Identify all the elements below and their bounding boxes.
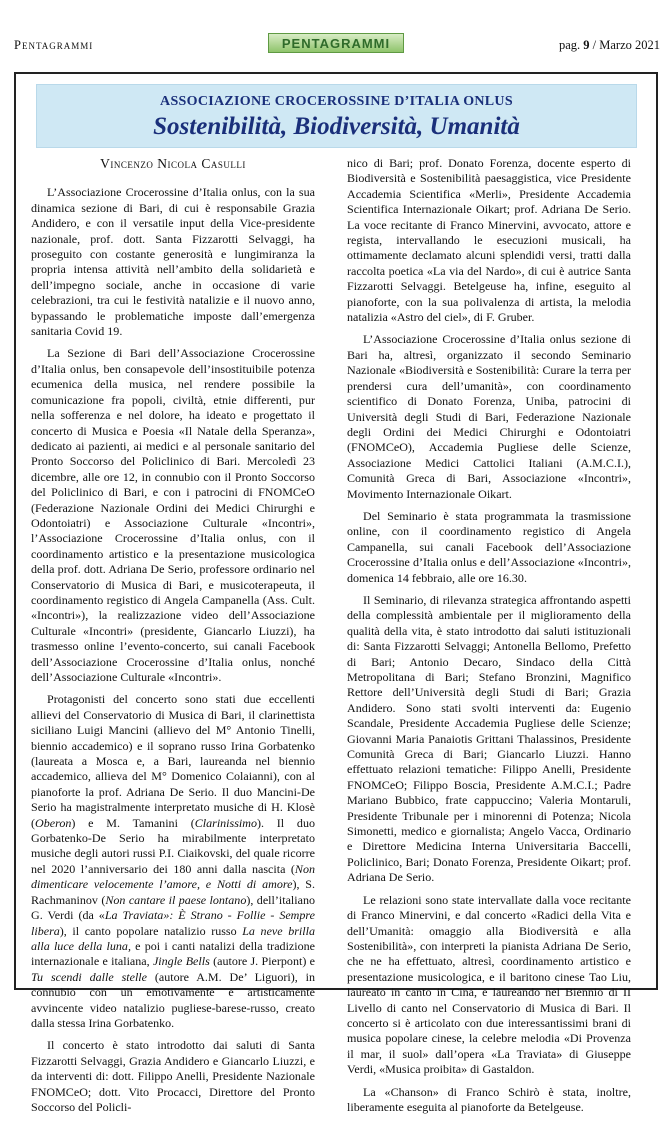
paragraph: nico di Bari; prof. Donato Forenza, docente esperto di Biodiversità e Sostenibilità paesaggistica, vice Presidente Accademia Scientifica «Merli», Presidente Accademia Scientifica Internazionale Oikart; prof. Adriana De Serio. La voce recitante di Franco Minervini, avvocato, attore e regista, intervallando le esecuzioni musicali, ha ottimamente declamato alcuni splendidi versi, tratti dalla raccolta poetica «La via del Nardo», di cui è autrice Santa Fizzarotti Selvaggi. Betelgeuse ha, infine, eseguito al pianoforte, con la sua polivalenza di artista, la melodia natalizia «Astro del ciel», di F. Gruber.	[347, 156, 631, 325]
page-number: 9	[583, 38, 590, 52]
italic-text: La Traviata»: È Strano - Follie - Sempre libera	[31, 908, 315, 938]
article-column-1	[31, 156, 315, 1122]
text-run: (autore A.M. De’ Liguori), in connubio con un emotivamente e artisticamente avvincente video natalizio pugliese-barese-russo, creato dalla stessa Irina Gorbatenko.	[31, 969, 315, 1030]
italic-text: Non cantare il paese lontano	[105, 892, 247, 907]
paragraph: La «Chanson» di Franco Schirò è stata, inoltre, liberamente eseguita al pianoforte da Betelgeuse.	[347, 1084, 631, 1114]
italic-text: Non dimenticare velocemente l’amore, e Notti di amore	[31, 861, 315, 892]
text-run: Protagonisti del concerto sono stati due eccellenti allievi del Conservatorio di Musica di Bari, il clarinettista siciliano Luigi Mancini (allievo del M° Antonio Tinelli, biennio accademico) e il soprano russo Irina Gorbatenko (laureata a Mosca e, a Bari, laureanda nel biennio accademico, allieva del M° Domenico Colaianni), con al pianoforte la prof. Adriana De Serio. Il duo Mancini-De Serio ha magistralmente interpretato musiche di H. Klosè (	[31, 692, 315, 830]
paragraph: Il concerto è stato introdotto dai saluti di Santa Fizzarotti Selvaggi, Grazia Andidero e Giancarlo Liuzzi, e da interventi di: dott. Filippo Anelli, Presidente Nazionale FNOMCeO; dott. Vito Procacci, Direttore del Pronto Soccorso del Policli-	[31, 1038, 315, 1114]
page-info	[559, 38, 660, 53]
italic-text: Jingle Bells	[152, 954, 210, 969]
article-column-2	[347, 156, 631, 1122]
article-author: Vincenzo Nicola Casulli	[100, 156, 246, 171]
publication-logo	[268, 33, 404, 53]
text-run: ) e M. Tamanini (	[71, 815, 195, 830]
issue-date: / Marzo 2021	[592, 38, 660, 52]
logo-text: PENTAGRAMMI	[281, 35, 391, 51]
article-title: Sostenibilità, Biodiversità, Umanità	[153, 113, 520, 140]
page-header	[0, 0, 672, 60]
paragraph: Le relazioni sono state intervallate dalla voce recitante di Franco Minervini, e dal concerto «Radici della Vita e dell’Umanità: omaggio alla Biodiversità e alla Sostenibilità», con interpreti la pianista Adriana De Serio, che ne ha effettuato, altresì, coordinamento artistico e presentazione musicologica, e il baritono cinese Tao Liu, laureato in canto in Cina, e laureando nel Biennio di II Livello di canto nel Conservatorio di Musica di Bari. Il concerto si è articolato con due interessantissimi brani di musica popolare cinese, la celebre melodia «Di Provenza il mar, il suol» dall’opera «La Traviata» di Giuseppe Verdi, «Musica proibita» di Gastaldon.	[347, 892, 631, 1077]
italic-text: La neve brilla alla luce della luna,	[31, 923, 315, 953]
article-kicker: ASSOCIAZIONE CROCEROSSINE D’ITALIA ONLUS	[160, 94, 513, 109]
article-banner	[36, 84, 637, 148]
italic-text: Tu scendi dalle stelle	[31, 969, 147, 984]
publication-name: Pentagrammi	[14, 38, 94, 52]
paragraph: Il Seminario, di rilevanza strategica affrontando aspetti della complessità ambientale per il miglioramento della qualità della vita, è stato introdotto dai saluti istituzionali di: Santa Fizzarotti Selvaggi; Antonella Bellomo, Prefetto di Bari; Antonio Decaro, Sindaco della Città Metropolitana di Bari; Stefano Bronzini, Magnifico Rettore dell’Università degli Studi di Bari; Grazia Andidero. Sono stati svolti interventi da: Eugenio Scandale, Presidente Accademia Pugliese delle Scienze; Giovanni Maria Panaiotis Grittani Thalassinos, Presidente Comunità Greca di Bari; Giancarlo Liuzzi. Hanno effettuato relazioni tematiche: Filippo Anelli, Presidente FNOMCeO; Filippo Boscia, Presidente A.M.C.I.; Padre Mariano Bubbico, frate cappuccino; Valeria Montaruli, Presidente Tribunale per i minorenni di Potenza; Nicola Simonetti, medico e giornalista; Angelo Vacca, Ordinario e Direttore Medicina Interna Universitaria Baccelli, Policlinico, Bari; Donato Forenza, Presidente Oikart; prof. Adriana De Serio.	[347, 592, 631, 885]
paragraph	[31, 692, 315, 1031]
italic-text: Clarinissimo	[194, 815, 257, 830]
paragraph: L’Associazione Crocerossine d’Italia onlus sezione di Bari ha, altresì, organizzato il secondo Seminario Nazionale «Biodiversità e Sostenibilità: Curare la terra per prendersi cura dell’umanità», con coordinamento scientifico di Donato Forenza, Uniba, patrocini di Università degli Studi di Bari, Federazione Nazionale degli Ordini dei Medici Chirurghi e Odontoiatri (FNOMCeO), Accademia Pugliese delle Scienze, Associazione Medici Cattolici Italiani (A.M.C.I.), Comunità Greca di Bari, Associazione «Incontri», Movimento Internazionale Oikart.	[347, 332, 631, 501]
text-run: (autore J. Pierpont) e	[209, 954, 315, 969]
paragraph: Del Seminario è stata programmata la trasmissione online, con il coordinamento registico di Angela Campanella, sui canali Facebook dell’Associazione Crocerossine d’Italia onlus e dell’Associazione «Incontri», domenica 14 febbraio, alle ore 16.30.	[347, 508, 631, 585]
page-prefix: pag.	[558, 38, 581, 52]
italic-text: Oberon	[35, 815, 72, 830]
text-run: e poi i canti natalizi della tradizione internazionale e italiana,	[31, 938, 315, 969]
paragraph: L’Associazione Crocerossine d’Italia onlus, con la sua dinamica sezione di Bari, di cui è responsabile Grazia Andidero, e con il versatile input della Vice-presidente nazionale, prof. dott. Santa Fizzarotti Selvaggi, ha proseguito con costante generosità e lungimiranza la propria intensa attività nell’ambito della solidarietà e dell’impegno sociale, anche in occasione di varie celebrazioni, tra cui le festività natalizie e il nuovo anno, bypassando le problematiche imposte dall’emergenza sanitaria Covid 19.	[31, 185, 315, 339]
paragraph: La Sezione di Bari dell’Associazione Crocerossine d’Italia onlus, ben consapevole dell’insostituibile potenza ecumenica della musica, nel rendere possibile la comunicazione fra popoli, civiltà, etnie differenti, pur nella sofferenza e nel dolore, ha ideato e progettato il concerto di Musica e Poesia «Il Natale della Speranza», dedicato ai pazienti, ai medici e al personale sanitario del Pronto Soccorso del Policlinico di Bari. Mercoledì 23 dicembre, alle ore 12, in connubio con il Pronto Soccorso del Policlinico di Bari, e con i patrocini di FNOMCeO (Federazione Nazionale Ordini dei Medici Chirurghi e Odontoiatri) e Associazione Culturale «Incontri», l’Associazione Crocerossine d’Italia onlus, con il coordinamento artistico e la presentazione musicologica della prof. dott. Adriana De Serio, professore ordinario nel Conservatorio di Musica di Bari, e musicoterapeuta, il coordinamento registico di Angela Campanella (Ass. Cult. «Incontri»), la realizzazione video dell’Associazione Culturale «Incontri» (presidente, Giancarlo Liuzzi), ha trasmesso online l’evento-concerto, sui canali Facebook dell’Associazione Crocerossine d’Italia onlus, nonché dell’Associazione Culturale «Incontri».	[31, 346, 315, 684]
text-run: ), dell’italiano G. Verdi (da «	[31, 892, 315, 923]
text-run: ), S. Rachmaninov (	[31, 877, 315, 907]
text-run: ), il canto popolare natalizio russo	[59, 923, 243, 938]
text-run: ). Il duo Gorbatenko-De Serio ha mirabilmente interpretato musiche degli autori russi P.I. Ciaikovski, del quale ricorre nel 2020 l’anniversario dei 180 anni dalla nascita (	[31, 815, 316, 876]
